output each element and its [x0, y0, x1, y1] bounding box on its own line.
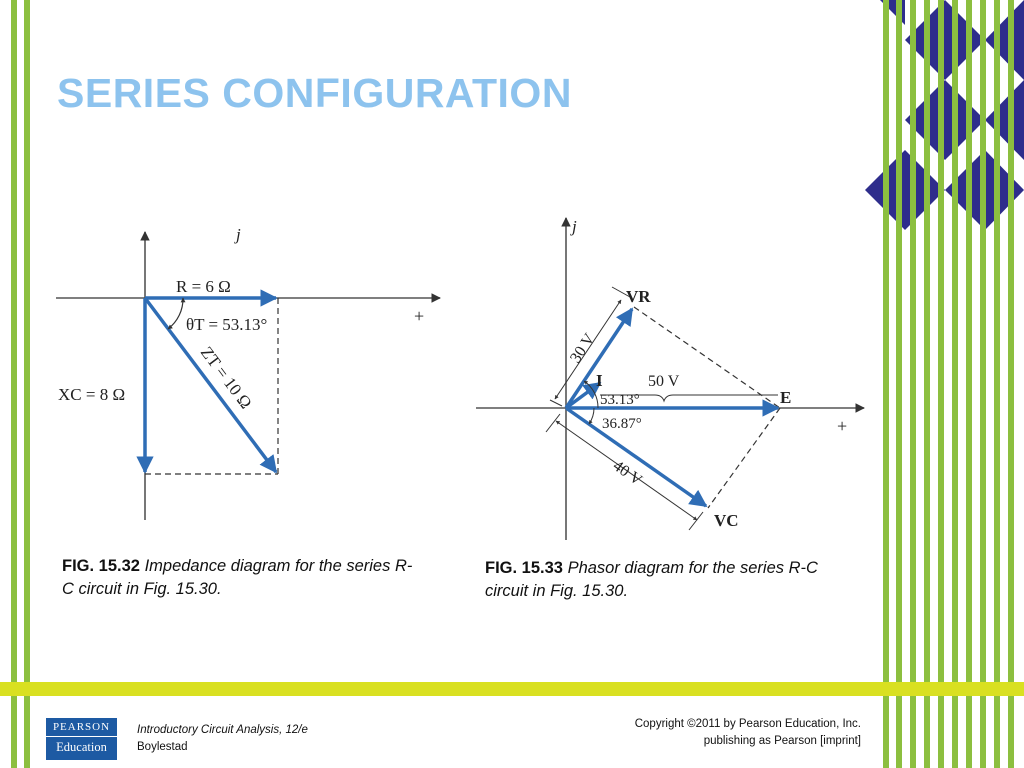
book-title: Introductory Circuit Analysis, 12/e — [137, 724, 308, 736]
plus-label: + — [837, 416, 848, 436]
yellow-band — [0, 682, 1024, 696]
vr-label: VR — [626, 287, 651, 306]
caption-figure-number: FIG. 15.32 — [62, 557, 140, 575]
logo-bottom-text: Education — [56, 740, 107, 754]
tick — [689, 512, 703, 530]
copyright-line-2: publishing as Pearson [imprint] — [703, 735, 861, 747]
j-axis-label: j — [572, 217, 577, 236]
book-author: Boylestad — [137, 741, 188, 753]
fig-15-33-caption — [485, 557, 857, 603]
caption-figure-number: FIG. 15.33 — [485, 559, 563, 577]
angle-36-label: 36.87° — [602, 416, 642, 432]
angle-arc-2 — [589, 408, 594, 424]
angle-53-label: 53.13° — [600, 392, 640, 408]
dashed-guide — [708, 408, 780, 508]
vc-magnitude: 40 V — [609, 457, 646, 490]
copyright-line-1: Copyright ©2011 by Pearson Education, Inc. — [634, 718, 861, 730]
slide-title: SERIES CONFIGURATION — [57, 70, 572, 116]
dashed-guide — [634, 307, 780, 408]
footer-copyright — [635, 716, 861, 750]
fig-15-32-caption — [62, 555, 422, 601]
caption-text: Impedance diagram for the series R-C circuit in Fig. 15.30. — [62, 557, 413, 598]
logo-top-text: PEARSON — [52, 721, 111, 733]
tick — [546, 414, 560, 432]
i-vector — [566, 383, 600, 408]
e-magnitude: 50 V — [648, 373, 680, 390]
impedance-diagram — [56, 225, 440, 520]
plus-label: + — [414, 306, 425, 326]
xc-label: XC = 8 Ω — [58, 385, 126, 404]
r-label: R = 6 Ω — [176, 277, 231, 296]
logo-divider — [46, 736, 117, 737]
caption-text: Phasor diagram for the series R-C circuit in Fig. 15.30. — [485, 559, 818, 600]
footer-book-info — [137, 722, 308, 756]
theta-arc — [168, 298, 183, 329]
j-axis-label: j — [236, 225, 241, 244]
pearson-logo — [46, 718, 117, 760]
e-label: E — [780, 388, 792, 407]
zt-label: ZT = 10 Ω — [196, 342, 256, 413]
tick — [550, 400, 562, 406]
phasor-diagram — [476, 217, 864, 540]
left-stripe-decoration — [11, 0, 30, 768]
vr-magnitude: 30 V — [567, 330, 599, 367]
theta-label: θT = 53.13° — [186, 315, 268, 334]
i-label: I — [596, 371, 603, 390]
vc-label: VC — [714, 511, 739, 530]
